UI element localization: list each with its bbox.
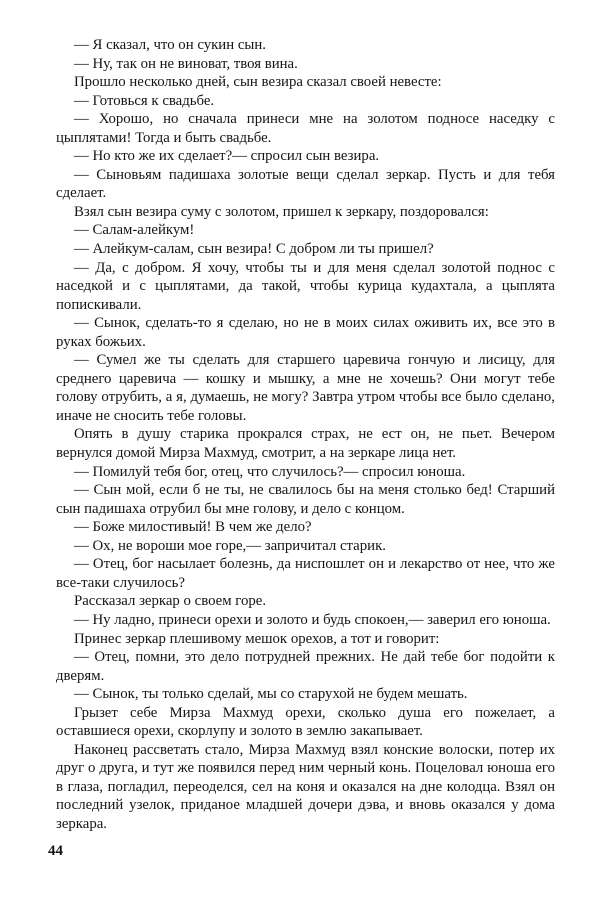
paragraph-13: — Сумел же ты сделать для старшего царевича гончую и лисицу, для среднего царевича — кошку и мышку, а мне не хочешь? Они могут тебе голову отрубить, а я, думаешь, не могу? Завтра утром чтобы все было сделано, иначе не сносить тебе головы. bbox=[56, 352, 555, 424]
paragraph-19: — Отец, бог насылает болезнь, да ниспошлет он и лекарство от нее, что же все-таки случилось? bbox=[56, 556, 555, 591]
book-page bbox=[48, 36, 555, 915]
paragraph-10: — Алейкум-салам, сын везира! С добром ли ты пришел? bbox=[74, 241, 434, 258]
paragraph-16: — Сын мой, если б не ты, не свалилось бы на меня столько бед! Старший сын падишаха отрубил бы мне голову, и дело с концом. bbox=[56, 482, 555, 517]
paragraph-4: — Готовься к свадьбе. bbox=[74, 92, 215, 109]
paragraph-22: Принес зеркар плешивому мешок орехов, а тот и говорит: bbox=[74, 630, 440, 647]
page-text bbox=[56, 36, 555, 834]
paragraph-24: — Сынок, ты только сделай, мы со старухой не будем мешать. bbox=[74, 686, 468, 703]
paragraph-11: — Да, с добром. Я хочу, чтобы ты и для меня сделал золотой поднос с наседкой и с цыплятами, да такой, чтобы курица кудахтала, а цыплята попискивали. bbox=[56, 259, 555, 313]
paragraph-14: Опять в душу старика прокрался страх, не ест он, не пьет. Вечером вернулся домой Мирза Махмуд, смотрит, а на зеркаре лица нет. bbox=[56, 426, 555, 462]
paragraph-8: Взял сын везира суму с золотом, пришел к зеркару, поздоровался: bbox=[74, 203, 489, 220]
paragraph-3: Прошло несколько дней, сын везира сказал своей невесте: bbox=[74, 74, 442, 91]
paragraph-18: — Ох, не вороши мое горе,— запричитал старик. bbox=[74, 537, 386, 554]
paragraph-23: — Отец, помни, это дело потрудней прежних. Не дай тебе бог подойти к дверям. bbox=[56, 649, 555, 684]
paragraph-1: — Я сказал, что он сукин сын. bbox=[74, 37, 266, 53]
paragraph-21: — Ну ладно, принеси орехи и золото и будь спокоен,— заверил его юноша. bbox=[74, 611, 551, 628]
paragraph-15: — Помилуй тебя бог, отец, что случилось?— спросил юноша. bbox=[74, 463, 466, 480]
paragraph-17: — Боже милостивый! В чем же дело? bbox=[74, 519, 312, 536]
page-number: 44 bbox=[48, 843, 63, 859]
paragraph-7: — Сыновьям падишаха золотые вещи сделал зеркар. Пусть и для тебя сделает. bbox=[56, 166, 555, 202]
paragraph-25: Грызет себе Мирза Махмуд орехи, сколько душа его пожелает, а оставшиеся орехи, скорлупу и золото в землю закапывает. bbox=[56, 704, 555, 740]
paragraph-9: — Салам-алейкум! bbox=[74, 222, 195, 239]
paragraph-2: — Ну, так он не виноват, твоя вина. bbox=[74, 55, 298, 72]
paragraph-20: Рассказал зеркар о своем горе. bbox=[74, 593, 267, 610]
paragraph-6: — Но кто же их сделает?— спросил сын везира. bbox=[74, 148, 380, 165]
paragraph-26: Наконец рассветать стало, Мирза Махмуд взял конские волоски, потер их друг о друга, и тут же появился перед ним черный конь. Поцеловал юноша его в глаза, погладил, переоделся, сел на коня и оказался на дне колодца. Взял он последний узелок, приданое младшей дочери дэва, и вновь оказался у дома зеркара. bbox=[56, 741, 555, 832]
paragraph-5: — Хорошо, но сначала принеси мне на золотом подносе наседку с цыплятами! Тогда и быть свадьбе. bbox=[56, 111, 555, 146]
paragraph-12: — Сынок, сделать-то я сделаю, но не в моих силах оживить их, все это в руках божьих. bbox=[56, 315, 555, 350]
